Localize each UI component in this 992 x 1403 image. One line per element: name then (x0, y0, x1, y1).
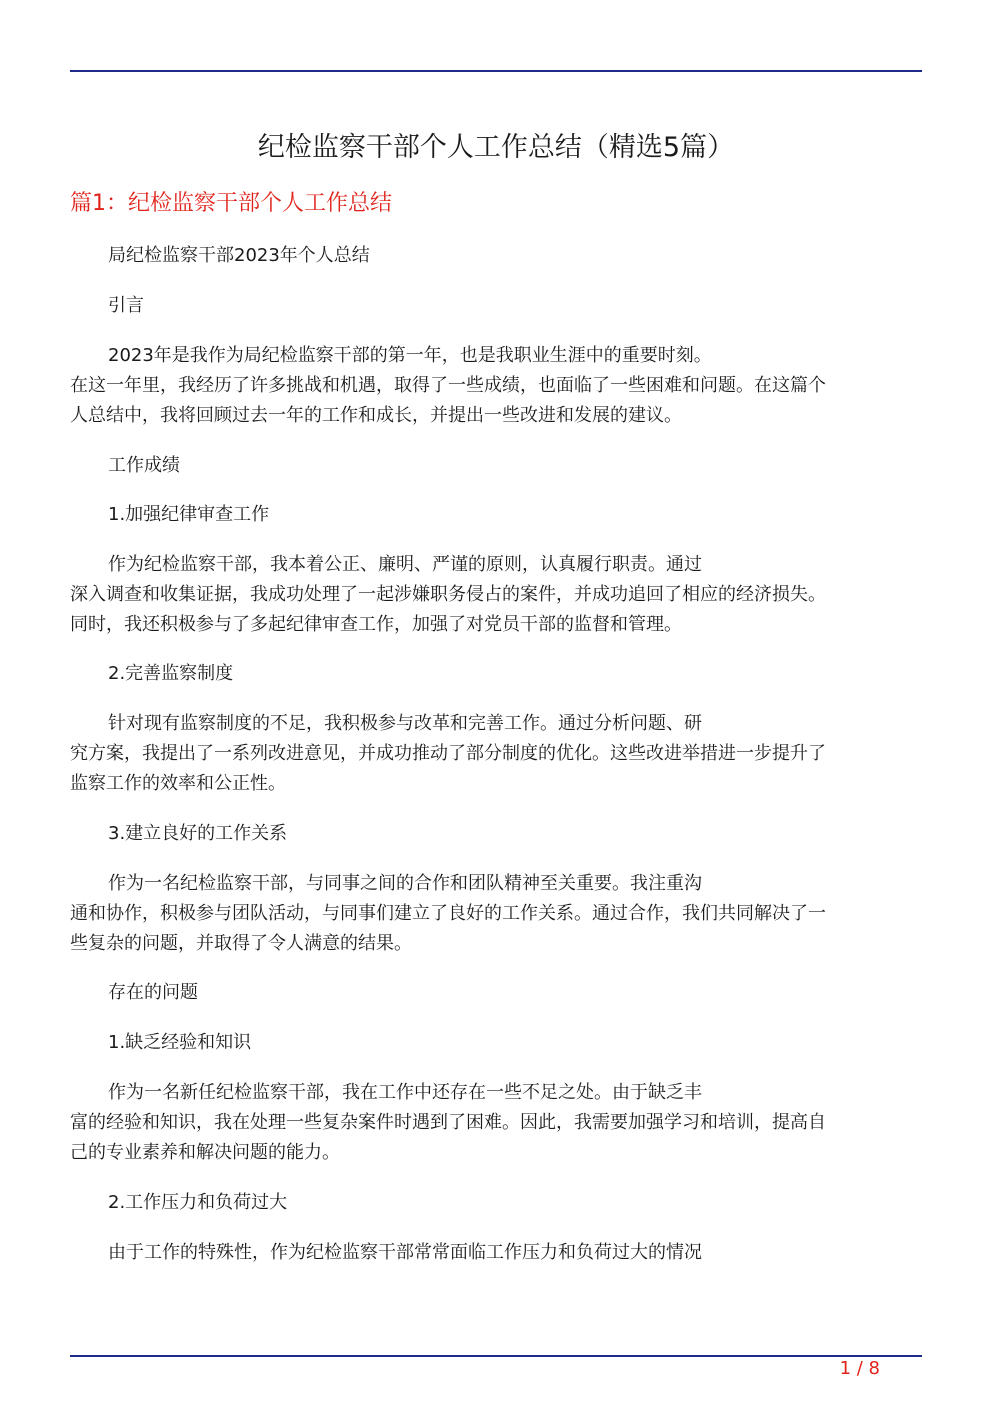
paragraph (70, 709, 922, 799)
header-rule (70, 70, 922, 72)
paragraph-line: 己的专业素养和解决问题的能力。 (70, 1142, 340, 1163)
document-title: 纪检监察干部个人工作总结（精选5篇） (257, 132, 735, 163)
paragraph (70, 978, 922, 1008)
paragraph-line: 通和协作，积极参与团队活动，与同事们建立了良好的工作关系。通过合作，我们共同解决了一 (70, 903, 826, 924)
paragraph (70, 550, 922, 640)
footer-rule (70, 1355, 922, 1357)
paragraph (70, 1238, 922, 1268)
paragraph-line: 由于工作的特殊性，作为纪检监察干部常常面临工作压力和负荷过大的情况 (108, 1242, 702, 1263)
paragraph-line: 工作成绩 (108, 455, 180, 476)
paragraph-line: 些复杂的问题，并取得了令人满意的结果。 (70, 933, 412, 954)
page-indicator: 1 / 8 (839, 1358, 880, 1379)
paragraph (70, 869, 922, 959)
paragraph-line: 同时，我还积极参与了多起纪律审查工作，加强了对党员干部的监督和管理。 (70, 614, 682, 635)
paragraph-line: 深入调查和收集证据，我成功处理了一起涉嫌职务侵占的案件，并成功追回了相应的经济损失。 (70, 584, 826, 605)
paragraph-line: 3.建立良好的工作关系 (108, 823, 288, 844)
paragraph (70, 819, 922, 849)
paragraph-line: 2.完善监察制度 (108, 663, 234, 684)
paragraph-line: 在这一年里，我经历了许多挑战和机遇，取得了一些成绩，也面临了一些困难和问题。在这篇个 (70, 375, 826, 396)
paragraph-line: 究方案，我提出了一系列改进意见，并成功推动了部分制度的优化。这些改进举措进一步提升了 (70, 743, 826, 764)
paragraph (70, 291, 922, 321)
paragraph (70, 451, 922, 481)
paragraph (70, 241, 922, 271)
paragraph-line: 针对现有监察制度的不足，我积极参与改革和完善工作。通过分析问题、研 (108, 713, 702, 734)
paragraph-line: 2.工作压力和负荷过大 (108, 1192, 288, 1213)
paragraph-line: 局纪检监察干部2023年个人总结 (108, 245, 370, 266)
paragraph-line: 存在的问题 (108, 982, 198, 1003)
paragraph (70, 659, 922, 689)
paragraph-line: 人总结中，我将回顾过去一年的工作和成长，并提出一些改进和发展的建议。 (70, 405, 682, 426)
paragraph-line: 富的经验和知识，我在处理一些复杂案件时遇到了困难。因此，我需要加强学习和培训，提高自 (70, 1112, 826, 1133)
paragraph (70, 341, 922, 431)
paragraph (70, 500, 922, 530)
paragraph (70, 1028, 922, 1058)
paragraph-line: 1.缺乏经验和知识 (108, 1032, 252, 1053)
paragraph (70, 1188, 922, 1218)
paragraph-line: 引言 (108, 295, 144, 316)
section-heading: 篇1：纪检监察干部个人工作总结 (70, 191, 392, 216)
paragraph-line: 1.加强纪律审查工作 (108, 504, 270, 525)
paragraph-line: 作为一名新任纪检监察干部，我在工作中还存在一些不足之处。由于缺乏丰 (108, 1082, 702, 1103)
paragraph-line: 监察工作的效率和公正性。 (70, 773, 286, 794)
paragraph (70, 1078, 922, 1168)
paragraph-line: 作为纪检监察干部，我本着公正、廉明、严谨的原则，认真履行职责。通过 (108, 554, 702, 575)
paragraph-line: 2023年是我作为局纪检监察干部的第一年，也是我职业生涯中的重要时刻。 (108, 345, 712, 366)
paragraph-line: 作为一名纪检监察干部，与同事之间的合作和团队精神至关重要。我注重沟 (108, 873, 702, 894)
